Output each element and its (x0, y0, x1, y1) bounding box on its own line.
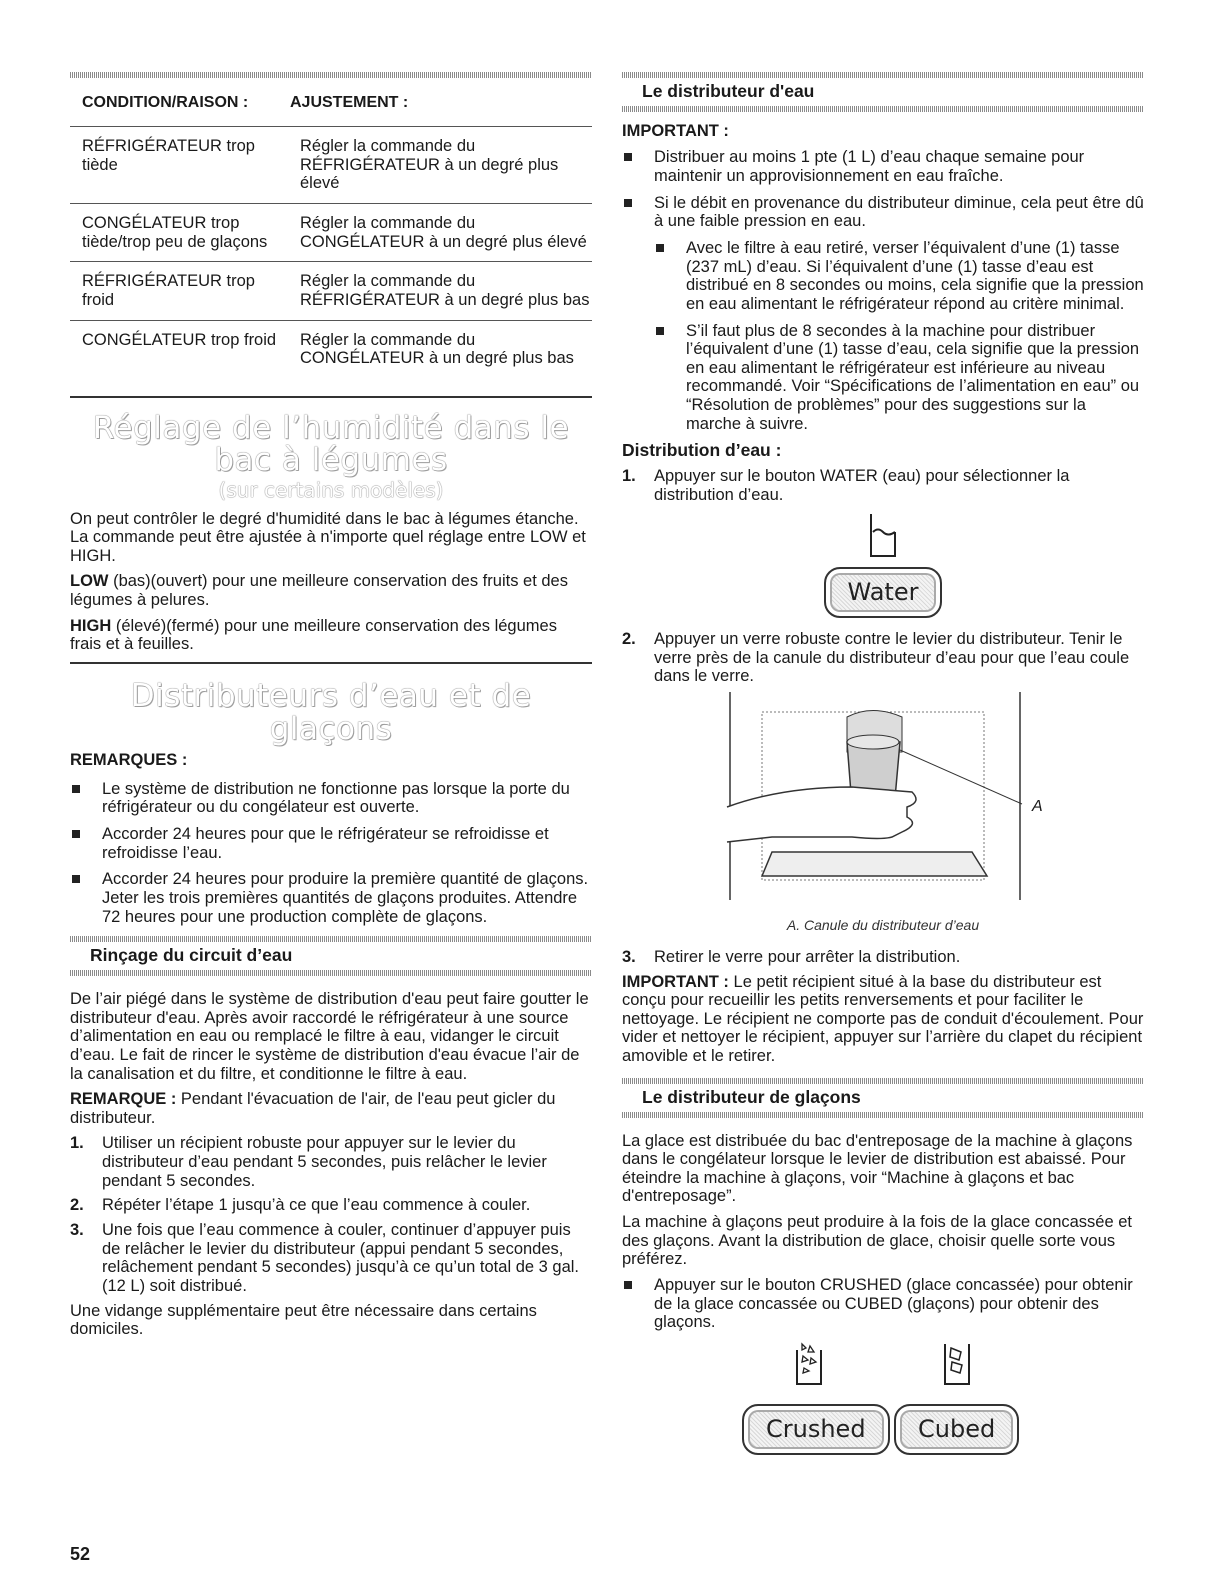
water-sub-bullets (654, 239, 1144, 433)
list-item: 2. Répéter l’étape 1 jusqu’à ce que l’eau commence à couler. (70, 1196, 531, 1215)
figure-caption: A. Canule du distributeur d’eau (786, 917, 980, 934)
ice-buttons-block (622, 1340, 1144, 1472)
condition-cell: CONGÉLATEUR trop froid (70, 320, 290, 397)
page-number: 52 (70, 1544, 91, 1564)
hatch-rule (70, 970, 592, 976)
cubed-button[interactable]: Cubed (894, 1404, 1019, 1455)
low-paragraph (70, 572, 592, 609)
low-text: (bas)(ouvert) pour une meilleure conservation des fruits et des légumes à pelures. (70, 572, 568, 610)
list-item: 1. Appuyer sur le bouton WATER (eau) pour sélectionner la distribution d’eau. (622, 467, 1070, 504)
col-header-adjustment: AJUSTEMENT : (290, 84, 592, 127)
rinse-note-text: Pendant l'évacuation de l'air, de l'eau peut gicler du distributeur. (70, 1090, 556, 1127)
figure-label-a: A (1032, 798, 1043, 816)
section-divider (70, 662, 592, 664)
list-item: Avec le filtre à eau retiré, verser l’équivalent d’une (1) tasse (237 mL) d’eau. Si l’équivalent d’une (1) tasse d’eau est distribué en 8 secondes ou moins, cela signifie que la pression en eau alimentant le réfrigérateur répond au critère minimal. (654, 239, 1144, 314)
water-heading: Le distributeur d'eau (642, 81, 815, 101)
crushed-ice-icon (794, 1340, 824, 1386)
list-item: 2. Appuyer un verre robuste contre le levier du distributeur. Tenir le verre près de la canule du distributeur d’eau pour que l’eau coule dans le verre. (622, 630, 1130, 686)
important2-text: Le petit récipient situé à la base du distributeur est conçu pour recueillir les petits renversements et pour faciliter le nettoyage. Le récipient ne comporte pas de conduit d'écoulement. Pour vider et nettoyer le récipient, appuyer sur l’arrière du clapet du récipient amovible et le retirer. (622, 972, 1144, 1066)
dispenser-illustration (622, 692, 1144, 902)
crushed-button[interactable]: Crushed (742, 1404, 890, 1455)
list-item: 1. Utiliser un récipient robuste pour appuyer sur le levier du distributeur d’eau pendant 5 secondes, puis relâcher le levier pendant 5 secondes. (70, 1134, 547, 1190)
table-row (70, 204, 592, 262)
important2-label: IMPORTANT : (622, 972, 729, 991)
water-step-2 (622, 630, 1144, 686)
water-glass-icon (868, 512, 898, 558)
condition-cell: RÉFRIGÉRATEUR trop froid (70, 262, 290, 320)
adjustment-cell: Régler la commande du RÉFRIGÉRATEUR à un degré plus bas (290, 262, 592, 320)
high-label: HIGH (70, 616, 112, 635)
rinse-note-label: REMARQUE : (70, 1090, 177, 1109)
water-step-3 (622, 948, 1144, 967)
list-item: Accorder 24 heures pour produire la première quantité de glaçons. Jeter les trois premières quantités de glaçons produites. Attendre 72 heures pour une production complète de glaçons. (70, 870, 592, 926)
hatch-rule (70, 72, 592, 78)
notes-label: REMARQUES : (70, 751, 188, 770)
list-item: 3. Retirer le verre pour arrêter la distribution. (622, 947, 961, 966)
list-item: Appuyer sur le bouton CRUSHED (glace concassée) pour obtenir de la glace concassée ou CUBED (glaçons) pour obtenir des glaçons. (622, 1276, 1144, 1332)
ice-paragraph-1: La glace est distribuée du bac d'entreposage de la machine à glaçons dans le congélateur lorsque le levier de distribution est abaissé. Pour éteindre la machine à glaçons, voir “Machine à glaçons et bac d'entreposage”. (622, 1131, 1133, 1206)
col-header-condition: CONDITION/RAISON : (70, 84, 290, 127)
rinse-note (70, 1090, 592, 1127)
high-text: (élevé)(fermé) pour une meilleure conservation des légumes frais et à feuilles. (70, 616, 557, 654)
notes-list (70, 780, 592, 926)
adjustment-cell: Régler la commande du CONGÉLATEUR à un degré plus bas (290, 320, 592, 397)
adjustment-cell: Régler la commande du CONGÉLATEUR à un degré plus élevé (290, 204, 592, 262)
hatch-rule (622, 106, 1144, 112)
distribution-heading: Distribution d’eau : (622, 440, 782, 461)
humidity-title-line2: bac à légumes (214, 442, 448, 479)
rinse-paragraph: De l’air piégé dans le système de distribution d'eau peut faire goutter le distributeur d'eau. Après avoir raccordé le réfrigérateur à une source d’alimentation en eau ou remplacé le filtre à eau, vidanger le circuit d’eau. Le fait de rincer le système de distribution d'eau évacue l’air de la canalisation et du filtre, et conditionne le filtre à eau. (70, 990, 589, 1083)
humidity-paragraph: On peut contrôler le degré d'humidité dans le bac à légumes étanche. La commande peut être ajustée à n'importe quel réglage entre LOW et HIGH. (70, 509, 586, 565)
rinse-end-paragraph: Une vidange supplémentaire peut être nécessaire dans certains domiciles. (70, 1301, 537, 1339)
low-label: LOW (70, 572, 109, 591)
list-item: 3. Une fois que l’eau commence à couler, continuer d’appuyer puis de relâcher le levier du distributeur (appui pendant 5 secondes, relâchement pendant 5 secondes) jusqu’à ce qu’un total de 3 gal. (12 L) soit distribué. (70, 1221, 579, 1295)
table-row (70, 127, 592, 204)
ice-paragraph-2: La machine à glaçons peut produire à la fois de la glace concassée et des glaçons. Avant la distribution de glace, choisir quelle sorte vous préférez. (622, 1213, 1132, 1269)
water-icon-block (622, 512, 1144, 563)
table-row (70, 320, 592, 397)
water-button[interactable]: Water (824, 567, 943, 618)
condition-cell: CONGÉLATEUR trop tiède/trop peu de glaçons (70, 204, 290, 262)
humidity-subtitle: (sur certains modèles) (218, 477, 444, 502)
dispenser-figure (622, 692, 1144, 912)
water-step-1 (622, 467, 1144, 504)
ice-heading: Le distributeur de glaçons (642, 1086, 861, 1107)
high-paragraph (70, 617, 592, 654)
ice-bullets (622, 1276, 1144, 1332)
list-item: S’il faut plus de 8 secondes à la machine pour distribuer l’équivalent d’une (1) tasse d’eau, cela signifie que la pression en eau alimentant le réfrigérateur est inférieure au niveau recommandé. Voir “Spécifications de l’alimentation en eau” ou “Résolution de problèmes” pour des suggestions sur la marche à suivre. (654, 322, 1144, 434)
table-header (70, 84, 592, 127)
list-item: Si le débit en provenance du distributeur diminue, cela peut être dû à une faible pression en eau. Avec le filtre à eau retiré, verser l’équivalent d’une (1) tasse (237 mL) d’eau. Si l’équivalent d’une (1) tasse d’eau est distribué en 8 secondes ou moins, cela signifie que la pression en eau alimentant le réfrigérateur répond au critère minimal. S’il faut plus de 8 secondes à la machine pour distribuer l’équivalent d’une (1) tasse d’eau, cela signifie que la pression en eau alimentant le réfrigérateur est inférieure au niveau recommandé. Voir “Spécifications de l’alimentation en eau” ou “Résolution de problèmes” pour des suggestions sur la marche à suivre. (622, 194, 1144, 434)
important-label: IMPORTANT : (622, 121, 729, 140)
list-item: Le système de distribution ne fonctionne pas lorsque la porte du réfrigérateur ou du congélateur est ouverte. (70, 780, 592, 817)
humidity-title-line1: Réglage de l’humidité dans le (92, 409, 570, 446)
rinse-steps (70, 1134, 592, 1295)
list-item: Distribuer au moins 1 pte (1 L) d’eau chaque semaine pour maintenir un approvisionnement en eau fraîche. (622, 148, 1144, 185)
left-column (70, 72, 592, 1346)
condition-cell: RÉFRIGÉRATEUR trop tiède (70, 127, 290, 204)
cubed-ice-icon (942, 1340, 972, 1386)
water-bullets (622, 148, 1144, 433)
hatch-rule (622, 1112, 1144, 1118)
right-column (622, 72, 1144, 1472)
list-item: Accorder 24 heures pour que le réfrigérateur se refroidisse et refroidisse l’eau. (70, 825, 592, 862)
table-row (70, 262, 592, 320)
important-paragraph (622, 973, 1144, 1066)
rinse-heading: Rinçage du circuit d’eau (90, 945, 293, 966)
adjustment-table (70, 84, 592, 398)
adjustment-cell: Régler la commande du RÉFRIGÉRATEUR à un degré plus élevé (290, 127, 592, 204)
dispensers-title: Distributeurs d’eau et de glaçons (130, 678, 532, 747)
